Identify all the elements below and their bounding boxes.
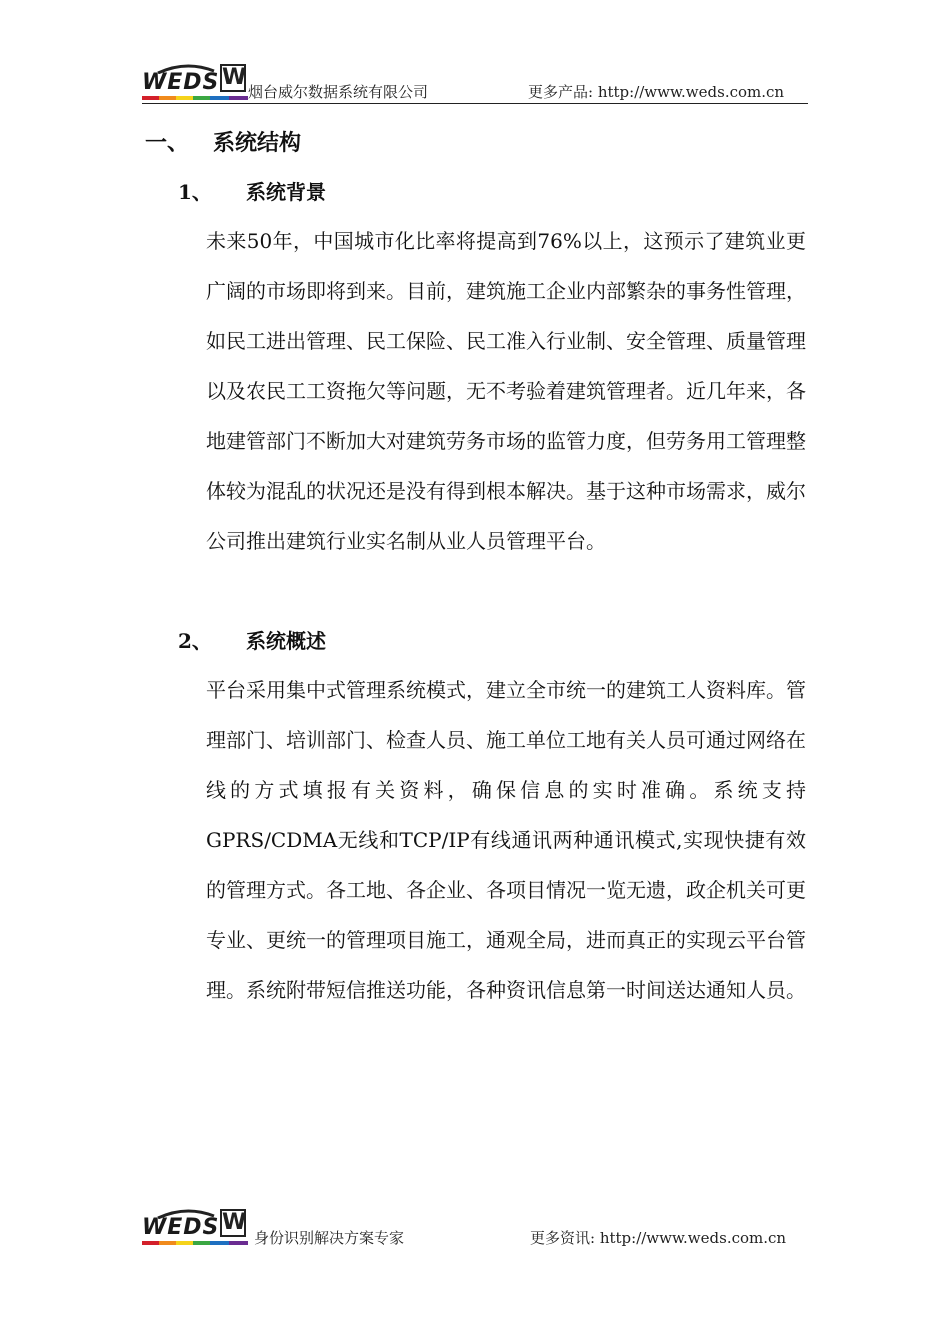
- section-number: 一、: [145, 130, 190, 156]
- logo-wordmark: WEDS: [142, 1215, 220, 1240]
- logo-color-stripe: [142, 96, 248, 100]
- subsection-heading-1: [178, 176, 326, 205]
- section-heading: [145, 126, 301, 157]
- subsection-heading-2: [178, 625, 326, 654]
- footer-slogan: 身份识别解决方案专家: [254, 1229, 405, 1247]
- logo-color-stripe: [142, 1241, 248, 1245]
- header-logo: [142, 62, 252, 102]
- section-title: 系统结构: [213, 130, 302, 156]
- subsection-body-1: 未来50年，中国城市化比率将提高到76%以上，这预示了建筑业更广阔的市场即将到来。目前，建筑施工企业内部繁杂的事务性管理，如民工进出管理、民工保险、民工准入行业制、安全管理、质量管理以及农民工工资拖欠等问题，无不考验着建筑管理者。近几年来，各地建管部门不断加大对建筑劳务市场的监管力度，但劳务用工管理整体较为混乱的状况还是没有得到根本解决。基于这种市场需求，威尔公司推出建筑行业实名制从业人员管理平台。: [206, 229, 806, 553]
- subsection-title: 系统背景: [246, 180, 326, 204]
- subsection-number: 2、: [178, 629, 212, 653]
- subsection-number: 1、: [178, 180, 212, 204]
- logo-w-box: W: [222, 1210, 247, 1235]
- header-divider: [142, 103, 808, 104]
- footer-more-info-link[interactable]: 更多资讯: http://www.weds.com.cn: [530, 1229, 787, 1247]
- logo-wordmark: WEDS: [142, 70, 220, 95]
- subsection-title: 系统概述: [246, 629, 326, 653]
- subsection-body-2: 平台采用集中式管理系统模式，建立全市统一的建筑工人资料库。管理部门、培训部门、检查人员、施工单位工地有关人员可通过网络在线的方式填报有关资料，确保信息的实时准确。系统支持GPRS/CDMA无线和TCP/IP有线通讯两种通讯模式,实现快捷有效的管理方式。各工地、各企业、各项目情况一览无遗，政企机关可更专业、更统一的管理项目施工，通观全局，进而真正的实现云平台管理。系统附带短信推送功能，各种资讯信息第一时间送达通知人员。: [206, 678, 806, 1002]
- footer-logo-actual: [142, 1207, 252, 1247]
- header-more-products-link[interactable]: 更多产品: http://www.weds.com.cn: [528, 83, 785, 101]
- logo-w-box: W: [222, 65, 247, 90]
- header-company-name: 烟台威尔数据系统有限公司: [248, 83, 429, 101]
